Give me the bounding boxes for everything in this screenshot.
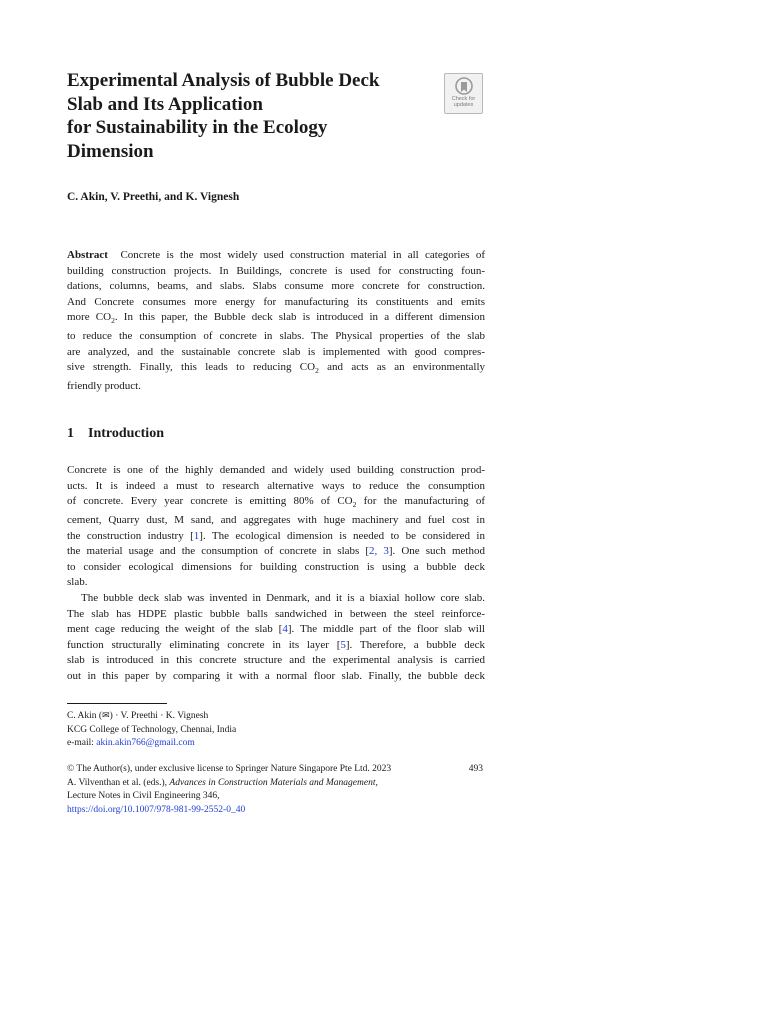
- page-number: 493: [468, 764, 483, 774]
- citation-link[interactable]: 1: [193, 529, 200, 542]
- title-line: Dimension: [67, 140, 154, 162]
- email-link[interactable]: akin.akin766@gmail.com: [96, 738, 195, 749]
- abstract-line: are analyzed, and the sustainable concrete slab is implemented with good compres-: [67, 345, 485, 358]
- abstract-line: to reduce the consumption of concrete in slabs. The Physical properties of the slab: [67, 330, 485, 343]
- section-number: 1: [67, 426, 74, 441]
- footnote-authors: C. Akin (✉) · V. Preethi · K. Vignesh: [67, 711, 209, 721]
- introduction-body: [67, 463, 485, 685]
- author-footnote: [67, 710, 485, 751]
- abstract-label: Abstract: [67, 249, 108, 261]
- copyright-line: © The Author(s), under exclusive license to Springer Nature Singapore Pte Ltd. 2023: [67, 764, 392, 774]
- abstract-line: building construction projects. In Buildings, concrete is used for constructing foun-: [67, 264, 485, 277]
- intro-line: of concrete. Every year concrete is emitting 80% of $CO_2$ for the manufacturing of: [67, 495, 485, 510]
- abstract-line: dations, columns, beams, and slabs. Slabs consume more concrete for construction.: [67, 280, 485, 293]
- intro-line: The bubble deck slab was invented in Denmark, and it is a biaxial hollow core slab.: [81, 591, 485, 604]
- intro-line: ucts. It is indeed a must to research alternative ways to reduce the consumption: [67, 479, 485, 492]
- intro-line: The slab has HDPE plastic bubble balls sandwiched in between the steel reinforce-: [67, 607, 485, 620]
- bookmark-ribbon-icon: [455, 77, 473, 97]
- abstract-line: friendly product.: [67, 380, 141, 393]
- abstract-line: Abstract Concrete is the most widely used construction material in all categories of: [67, 249, 486, 261]
- envelope-icon: ✉: [102, 711, 110, 721]
- book-title: Advances in Construction Materials and Management: [169, 777, 376, 788]
- doi-link[interactable]: https://doi.org/10.1007/978-981-99-2552-0_40: [67, 804, 246, 815]
- copyright-row: [67, 763, 485, 777]
- abstract-line: And Concrete consumes more energy for manufacturing its constituents and emits: [67, 295, 485, 308]
- footnote-divider: [67, 703, 167, 704]
- editors-line: A. Vilventhan et al. (eds.), Advances in Construction Materials and Management,: [67, 777, 378, 788]
- intro-line: slab.: [67, 576, 88, 589]
- badge-line-1: Check for: [451, 96, 476, 102]
- footnote-email: e-mail: akin.akin766@gmail.com: [67, 738, 195, 749]
- abstract-line: sive strength. Finally, this leads to reducing $CO_2$ and acts as an environmentally: [67, 361, 486, 376]
- title-line: Slab and Its Application: [67, 93, 263, 115]
- section-heading: [67, 426, 164, 442]
- intro-line: Concrete is one of the highly demanded and widely used building construction prod-: [67, 464, 485, 476]
- series-line: Lecture Notes in Civil Engineering 346,: [67, 791, 220, 802]
- abstract: [67, 248, 485, 395]
- intro-line: the construction industry [1]. The ecological dimension is needed to be considered in: [67, 529, 485, 542]
- citation-link[interactable]: 5: [340, 638, 346, 651]
- footnote-institution: KCG College of Technology, Chennai, India: [67, 724, 237, 735]
- badge-line-2: updates: [453, 101, 474, 108]
- intro-line: slab is introduced in this concrete structure and the experimental analysis is carried: [67, 654, 485, 667]
- citation-link[interactable]: 4: [282, 623, 288, 636]
- title-line: Experimental Analysis of Bubble Deck: [67, 70, 380, 91]
- section-title: Introduction: [88, 426, 164, 441]
- title-line: for Sustainability in the Ecology: [67, 117, 328, 138]
- intro-line: ment cage reducing the weight of the slab [4]. The middle part of the floor slab will: [67, 623, 485, 636]
- intro-line: out in this paper by comparing it with a normal floor slab. Finally, the bubble deck: [67, 669, 485, 682]
- abstract-line: more $CO_2$. In this paper, the Bubble deck slab is introduced in a different dimension: [67, 311, 485, 326]
- intro-line: function structurally eliminating concrete in its layer [5]. Therefore, a bubble deck: [67, 638, 485, 651]
- intro-line: to consider ecological dimensions for building construction is using a bubble deck: [67, 560, 485, 573]
- author-list: C. Akin, V. Preethi, and K. Vignesh: [67, 191, 240, 203]
- intro-line: cement, Quarry dust, M sand, and aggregates with huge machinery and fuel cost in: [67, 513, 485, 526]
- check-for-updates-badge[interactable]: [444, 73, 483, 114]
- copyright-block: [67, 763, 485, 817]
- citation-link[interactable]: 2, 3: [369, 545, 389, 558]
- intro-line: the material usage and the consumption of concrete in slabs [2, 3]. One such method: [67, 545, 485, 558]
- paper-title: [67, 69, 437, 163]
